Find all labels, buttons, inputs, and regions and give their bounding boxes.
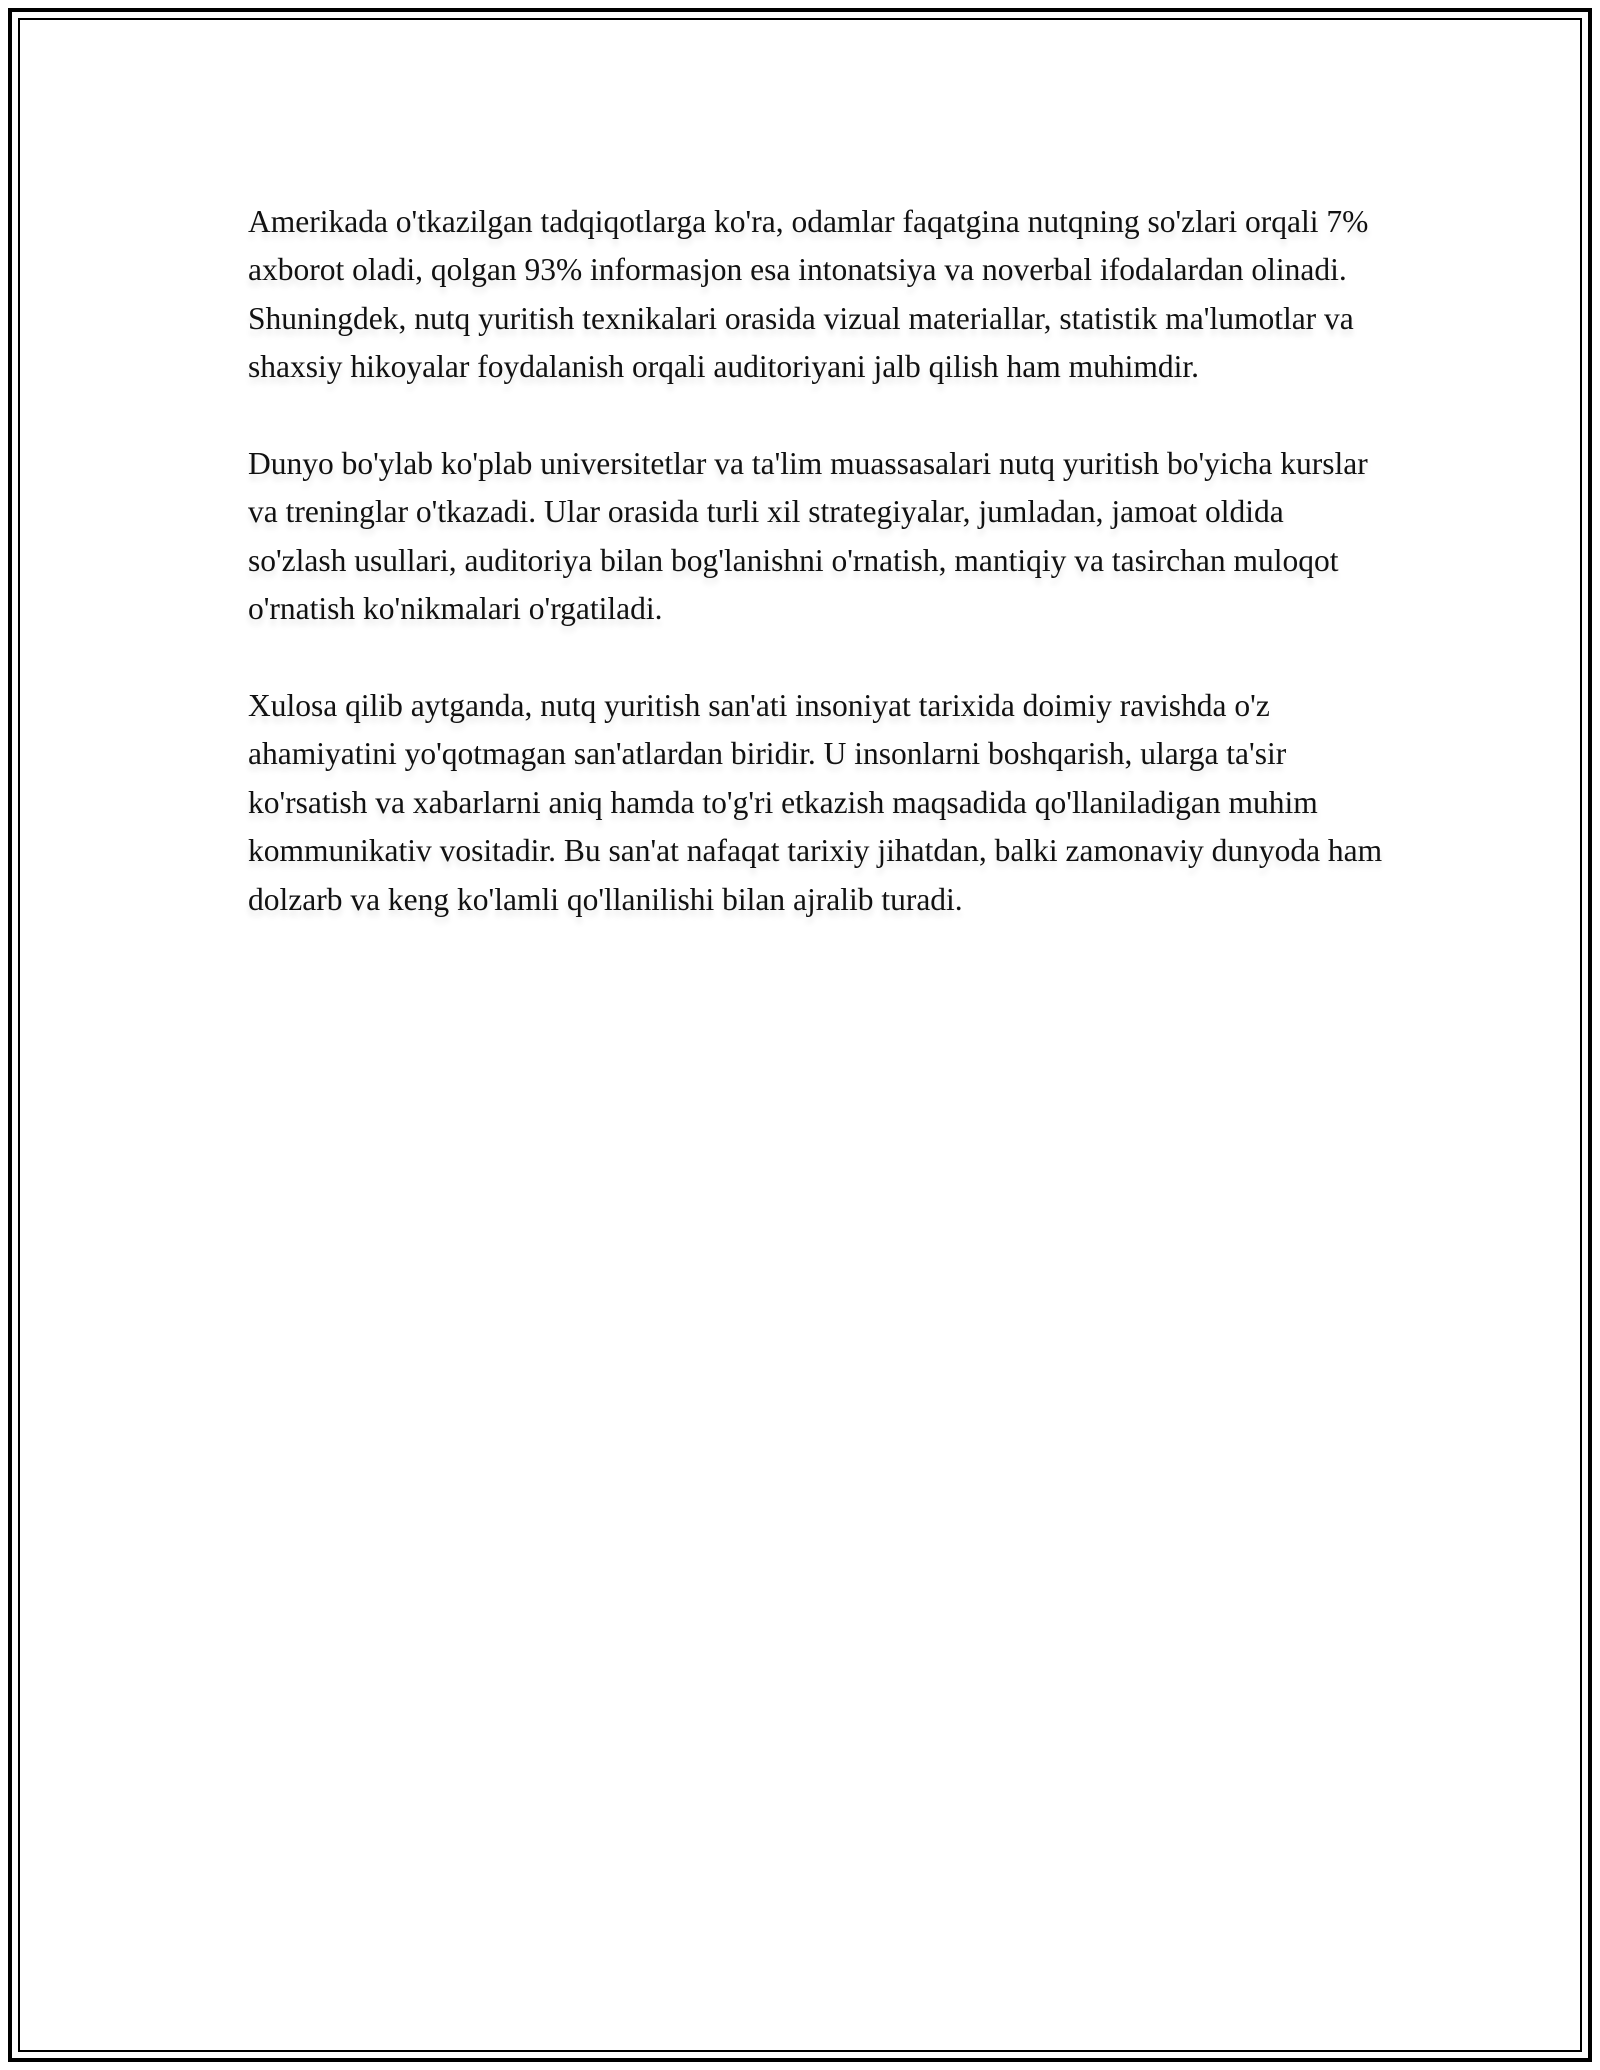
page-border <box>8 8 1592 2062</box>
paragraph-3: Xulosa qilib aytganda, nutq yuritish san'ati insoniyat tarixida doimiy ravishda o'z ahamiyatini yo'qotmagan san'atlardan biridir. U insonlarni boshqarish, ularga ta'sir ko'rsatish va xabarlarni aniq hamda to'g'ri etkazish maqsadida qo'llaniladigan muhim kommunikativ vositadir. Bu san'at nafaqat tarixiy jihatdan, balki zamonaviy dunyoda ham dolzarb va keng ko'lamli qo'llanilishi bilan ajralib turadi. <box>248 688 1383 917</box>
paragraph-2: Dunyo bo'ylab ko'plab universitetlar va ta'lim muassasalari nutq yuritish bo'yicha kurslar va treninglar o'tkazadi. Ular orasida turli xil strategiyalar, jumladan, jamoat oldida so'zlash usullari, auditoriya bilan bog'lanishni o'rnatish, mantiqiy va tasirchan muloqot o'rnatish ko'nikmalari o'rgatiladi. <box>248 446 1368 627</box>
paragraph-1: Amerikada o'tkazilgan tadqiqotlarga ko'ra, odamlar faqatgina nutqning so'zlari orqali 7% axborot oladi, qolgan 93% informasjon esa intonatsiya va noverbal ifodalardan olinadi. Shuningdek, nutq yuritish texnikalari orasida vizual materiallar, statistik ma'lumotlar va shaxsiy hikoyalar foydalanish orqali auditoriyani jalb qilish ham muhimdir. <box>248 204 1369 385</box>
document-body <box>248 198 1388 924</box>
